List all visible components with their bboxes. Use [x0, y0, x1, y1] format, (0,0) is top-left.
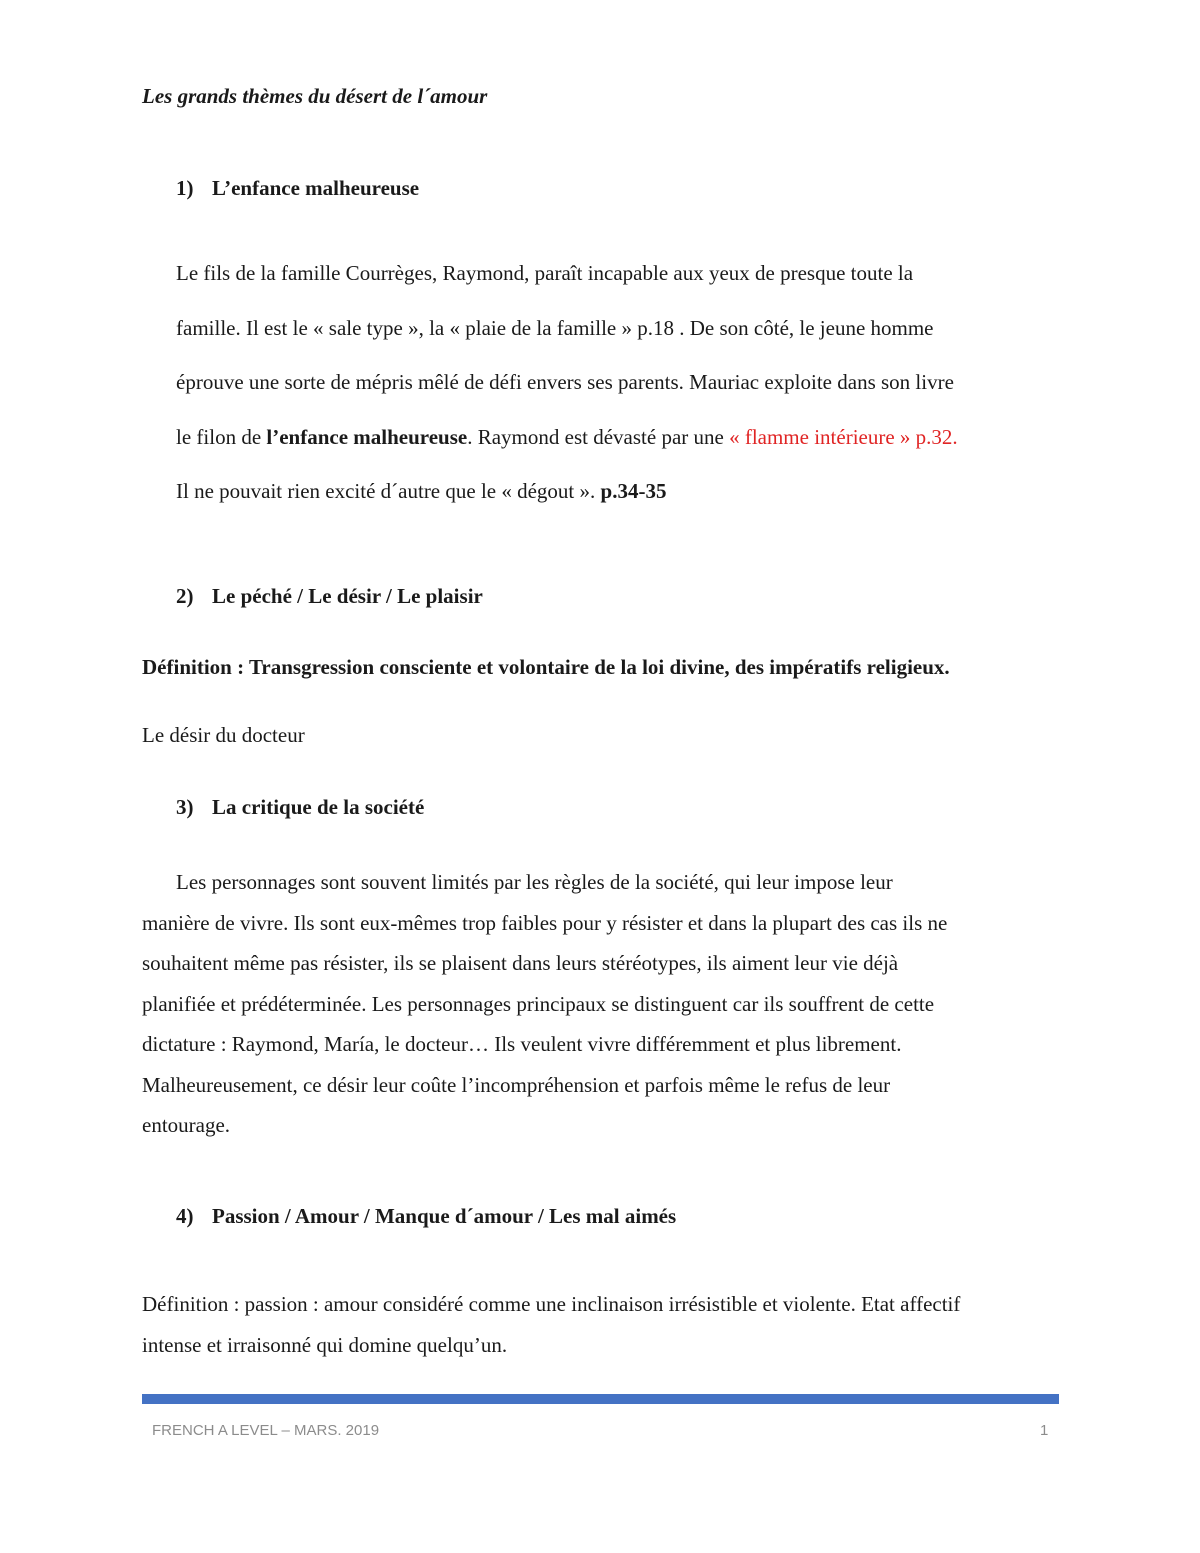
section-4-paragraph — [142, 1284, 960, 1365]
section-2-title: Le péché / Le désir / Le plaisir — [212, 584, 483, 608]
section-1-paragraph — [176, 246, 958, 519]
section-3-paragraph — [142, 862, 947, 1146]
paragraph-line — [176, 464, 958, 519]
section-4-number: 4) — [176, 1204, 194, 1228]
section-4-title: Passion / Amour / Manque d´amour / Les mal aimés — [212, 1204, 677, 1228]
paragraph-line: Définition : passion : amour considéré comme une inclinaison irrésistible et violente. Etat affectif — [142, 1292, 961, 1316]
paragraph-line: manière de vivre. Ils sont eux-mêmes trop faibles pour y résister et dans la plupart des cas ils ne — [142, 910, 948, 935]
section-2-heading — [176, 584, 483, 609]
document-title: Les grands thèmes du désert de l´amour — [142, 84, 488, 108]
section-2-number: 2) — [176, 584, 194, 608]
section-1-heading — [176, 176, 419, 201]
paragraph-line: Les personnages sont souvent limités par les règles de la société, qui leur impose leur — [176, 870, 893, 894]
paragraph-line: dictature : Raymond, María, le docteur… Ils veulent vivre différemment et plus librement. — [142, 1032, 902, 1056]
paragraph-line: Le fils de la famille Courrèges, Raymond, paraît incapable aux yeux de presque toute la — [176, 261, 914, 285]
page-reference: p.34-35 — [600, 479, 667, 503]
paragraph-line — [176, 410, 958, 465]
paragraph-line: Malheureusement, ce désir leur coûte l’incompréhension et parfois même le refus de leur — [142, 1072, 891, 1097]
emphasis-term: l’enfance malheureuse — [266, 424, 468, 449]
footer-label: FRENCH A LEVEL – MARS. 2019 — [152, 1422, 380, 1439]
paragraph-line: intense et irraisonné qui domine quelqu’un. — [142, 1332, 508, 1357]
section-1-number: 1) — [176, 176, 194, 200]
footer-rule — [142, 1394, 1059, 1404]
text-run: le filon de — [176, 424, 267, 449]
section-3-title: La critique de la société — [212, 795, 425, 819]
section-1-title: L’enfance malheureuse — [212, 176, 420, 200]
text-run: Il ne pouvait rien excité d´autre que le « dégout ». — [176, 479, 601, 503]
page-number: 1 — [1040, 1422, 1049, 1439]
paragraph-line: famille. Il est le « sale type », la « plaie de la famille » p.18 . De son côté, le jeune homme — [176, 315, 934, 340]
section-3-heading — [176, 795, 424, 820]
paragraph-line: planifiée et prédéterminée. Les personnages principaux se distinguent car ils souffrent de cette — [142, 991, 935, 1016]
paragraph-line: souhaitent même pas résister, ils se plaisent dans leurs stéréotypes, ils aiment leur vie déjà — [142, 951, 899, 975]
paragraph-line: éprouve une sorte de mépris mêlé de défi envers ses parents. Mauriac exploite dans son livre — [176, 370, 954, 394]
section-2-subline: Le désir du docteur — [142, 723, 305, 747]
text-run: . Raymond est dévasté par une — [467, 424, 730, 449]
section-2-definition: Définition : Transgression consciente et volontaire de la loi divine, des impératifs religieux. — [142, 655, 950, 679]
section-4-heading — [176, 1204, 676, 1229]
highlighted-quote: « flamme intérieure » p.32. — [729, 424, 958, 449]
paragraph-line: entourage. — [142, 1113, 231, 1137]
section-3-number: 3) — [176, 795, 194, 819]
